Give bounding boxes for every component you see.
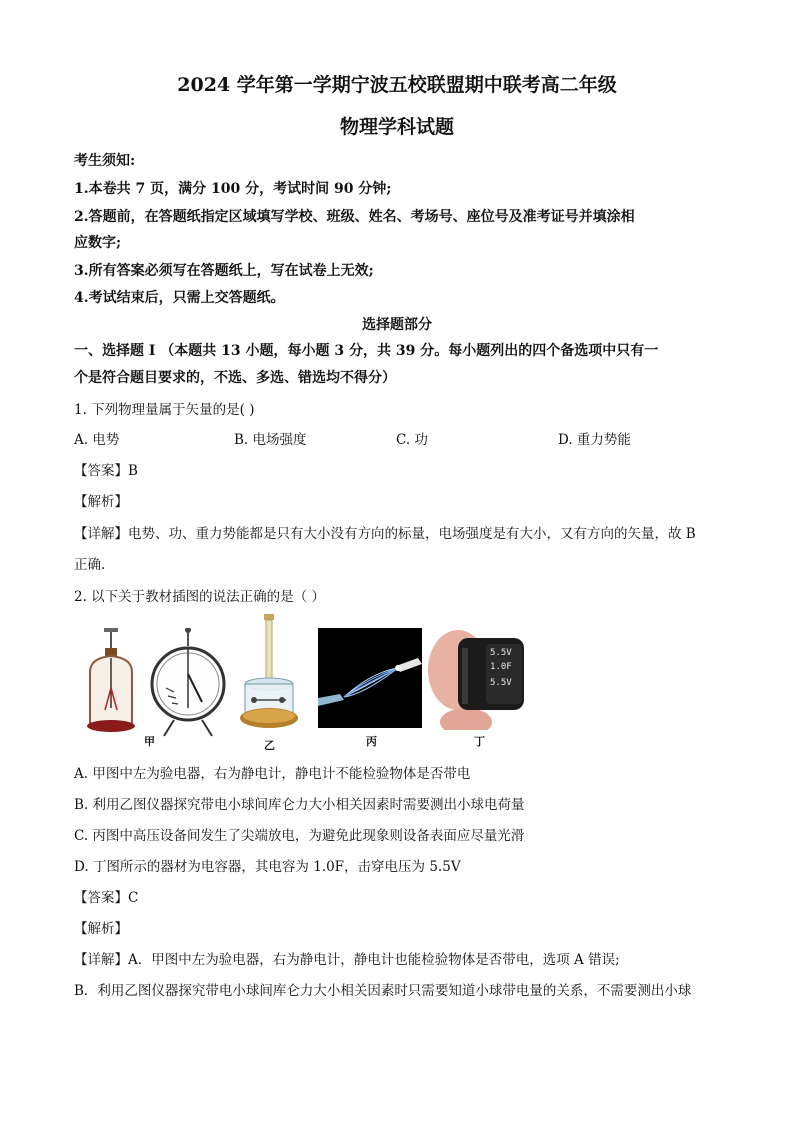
q2-option-c: C. 丙图中高压设备间发生了尖端放电，为避免此现象则设备表面应尽量光滑: [74, 828, 525, 844]
notice-item: 3.所有答案必须写在答题纸上，写在试卷上无效;: [74, 263, 374, 279]
q1-stem: 1. 下列物理量属于矢量的是( ): [74, 402, 255, 418]
notice-item: 4.考试结束后，只需上交答题纸。: [74, 290, 285, 306]
figure-caption-yi: 乙: [264, 739, 275, 752]
figure-yi: [238, 614, 304, 736]
q2-analysis: 【解析】: [74, 921, 128, 937]
notice-item: 2.答题前，在答题纸指定区域填写学校、班级、姓名、考场号、座位号及准考证号并填涂相: [74, 209, 635, 225]
q1-option-b: B. 电场强度: [234, 432, 307, 448]
part-instructions: 一、选择题 I （本题共 13 小题，每小题 3 分，共 39 分。每小题列出的四个备选项中只有一: [74, 343, 659, 359]
figure-ding: [428, 630, 532, 730]
figure-caption-ding: 丁: [474, 735, 485, 748]
q2-option-d: D. 丁图所示的器材为电容器，其电容为 1.0F，击穿电压为 5.5V: [74, 859, 461, 875]
section-heading: 选择题部分: [362, 317, 432, 333]
q1-analysis: 【解析】: [74, 494, 128, 510]
capacitor-label: 5.5V: [490, 678, 512, 688]
q1-option-a: A. 电势: [74, 432, 120, 448]
q2-answer: 【答案】C: [74, 890, 139, 906]
q2-stem: 2. 以下关于教材插图的说法正确的是（ ）: [74, 589, 325, 605]
q2-option-b: B. 利用乙图仪器探究带电小球间库仑力大小相关因素时需要测出小球电荷量: [74, 797, 525, 813]
notice-item: 应数字;: [74, 235, 122, 251]
q1-option-d: D. 重力势能: [558, 432, 631, 448]
q1-option-c: C. 功: [396, 432, 428, 448]
q1-detail: 【详解】电势、功、重力势能都是只有大小没有方向的标量，电场强度是有大小，又有方向的矢量，故 B: [74, 526, 696, 542]
notice-heading: 考生须知:: [74, 153, 136, 169]
capacitor-label: 1.0F: [490, 662, 512, 672]
part-instructions: 个是符合题目要求的，不选、多选、错选均不得分）: [74, 370, 396, 386]
figure-jia: [78, 628, 238, 738]
q2-detail: 【详解】A．甲图中左为验电器，右为静电计，静电计也能检验物体是否带电，选项 A 错误;: [74, 952, 620, 968]
q2-detail: B．利用乙图仪器探究带电小球间库仑力大小相关因素时只需要知道小球带电量的关系，不需要测出小球: [74, 983, 692, 999]
capacitor-label: 5.5V: [490, 648, 512, 658]
exam-title: 2024 学年第一学期宁波五校联盟期中联考高二年级: [177, 74, 617, 96]
notice-item: 1.本卷共 7 页，满分 100 分，考试时间 90 分钟;: [74, 181, 392, 197]
exam-subtitle: 物理学科试题: [339, 116, 454, 138]
figure-caption-jia: 甲: [144, 735, 155, 748]
q2-option-a: A. 甲图中左为验电器，右为静电计，静电计不能检验物体是否带电: [74, 766, 471, 782]
q1-answer: 【答案】B: [74, 463, 138, 479]
figure-caption-bing: 丙: [366, 735, 377, 748]
q1-detail: 正确.: [74, 557, 106, 573]
figure-bing: [318, 628, 422, 728]
